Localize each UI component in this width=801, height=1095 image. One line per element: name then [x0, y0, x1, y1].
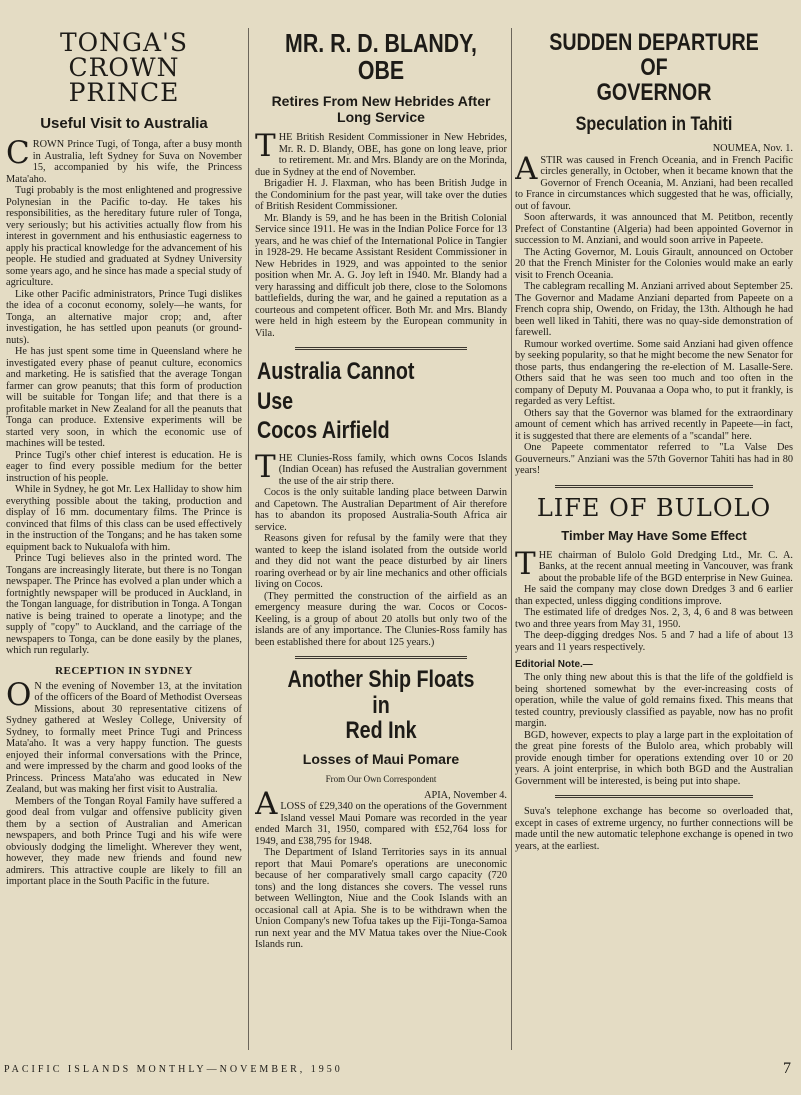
paragraph: The Department of Island Territories says in its annual report that Maui Pomare's operations are uneconomic because of her comparatively small cargo capacity (720 tons) and the long distances she covers. The vessel runs between Wellington, Niue and the Cook Islands with an occasional call at Apia. She is to be withdrawn when the Union Company's new Tofua takes up the Fiji-Tonga-Samoa run next year and the MV Matua takes over the Niue-Cook Islands run.	[255, 847, 507, 951]
headline-blandy: MR. R. D. BLANDY, OBE	[285, 30, 477, 86]
dropcap: A	[255, 785, 278, 822]
divider	[555, 485, 753, 488]
paragraph: Suva's telephone exchange has become so overloaded that, except in cases of extreme urgency, no further connections will be made until the new automatic telephone exchange is opened in two years, at the earliest.	[515, 806, 793, 852]
paragraph: Mr. Blandy is 59, and he has been in the British Colonial Service since 1911. He was in the Indian Police Force for 13 years, and he was chief of the International Police in Tangier in 1928-29. He became Assistant Resident Commissioner in New Hebrides in 1929, and was appointed to the senior position when Mr. A. G. Joy left in 1940. Mr. Blandy had a very harassing and difficult job there, close to the Solomons battlefields, during the war, and he gained a reputation as a courteous and competent officer. Both Mr. and Mrs. Blandy were held in high esteem by the European community in Vila.	[255, 212, 507, 339]
paragraph: The cablegram recalling M. Anziani arrived about September 25. The Governor and Madame Anziani departed from Papeete on a French copra ship, Owendo, on Friday, the 13th. Although he had been well liked in Tahiti, there was no quay-side demonstration of farewell.	[515, 281, 793, 339]
dropcap: A	[515, 150, 538, 187]
divider	[555, 795, 753, 798]
dropcap: T	[515, 545, 536, 582]
dropcap: T	[255, 448, 276, 485]
paragraph: Prince Tugi believes also in the printed word. The Tongans are increasingly literate, but there is no Tongan newspaper. The Prince has evolved a plan under which a fortnightly newspaper will be produced in Auckland, in the Tongan language, for distribution in Tonga. A Tongan native is being trained to operate a linotype; and the supply of "copy" to Auckland, and the carriage of the newspapers to Tonga, can be done easily by the planes, which run regularly.	[6, 553, 242, 656]
column-divider	[511, 28, 512, 1050]
dropcap: O	[6, 676, 32, 713]
divider	[295, 347, 467, 350]
page-footer	[4, 1060, 797, 1082]
dropcap: C	[6, 135, 30, 171]
paragraph: He has just spent some time in Queensland where he investigated every phase of peanut culture, economics and marketing. He is satisfied that the average Tongan farmer can grow peanuts; that this form of production will be suitable for Tongan life; and that there is a profitable market in New Zealand for all the peanuts that Tonga can produce. Extensive experiments will be started very soon, in which the economic use of machines will be tested.	[6, 346, 242, 449]
subhead-tonga: Useful Visit to Australia	[40, 115, 208, 132]
headline-bulolo: LIFE OF BULOLO	[536, 493, 772, 522]
subhead-blandy: Retires From New Hebrides After Long Service	[271, 92, 491, 126]
page-number: 7	[783, 1060, 791, 1077]
paragraph: HE chairman of Bulolo Gold Dredging Ltd., Mr. C. A. Banks, at the recent annual meeting in Vancouver, was frank about the probable life of the BGD enterprise in New Guinea.	[538, 549, 793, 584]
article-maui	[255, 785, 507, 951]
headline-line: Use	[257, 387, 294, 415]
headline-line: GOVERNOR	[596, 79, 712, 107]
dateline: NOUMEA, Nov. 1.	[712, 143, 793, 155]
article-tahiti	[515, 143, 793, 477]
headline-line: Red Ink	[345, 716, 417, 744]
paragraph: The deep-digging dredges Nos. 5 and 7 had a life of about 13 years and 11 years respectively.	[515, 630, 793, 653]
paragraph: Reasons given for refusal by the family were that they wanted to keep the island isolated from the outside world and they did not want the peace disturbed by air liners roaring overhead or by air line mechanics and other officials living on Cocos.	[255, 533, 507, 591]
article-suva-telephone	[515, 806, 793, 852]
paragraph: LOSS of £29,340 on the operations of the Government Island vessel Maui Pomare was recorded in the year ended March 31, 1950, compared with £52,764 loss for 1949, and £38,795 for 1948.	[255, 801, 507, 847]
paragraph: Rumour worked overtime. Some said Anziani had given offence by seeking popularity, so that he might become the new Senator for those parts, thus endangering the re-election of M. Lasalle-Sere. Others said that he was seen too much and too often in the company of Deputy M. Pouvanaa a Oopa who, to put it frankly, is regarded as very Leftist.	[515, 338, 793, 408]
paragraph: While in Sydney, he got Mr. Lex Halliday to show him everything possible about the taking, production and display of 16 mm. documentary films. The Prince is convinced that films of this class can be used effectively in the instruction of the Tongans; and he has taken some equipment back to Nukualofa with him.	[6, 484, 242, 553]
paragraph: The estimated life of dredges Nos. 2, 3, 4, 6 and 8 was between two and three years from May 31, 1950.	[515, 607, 793, 630]
editorial-note	[515, 672, 793, 787]
dateline: APIA, November 4.	[424, 789, 507, 801]
headline-line: Australia Cannot	[257, 358, 415, 386]
paragraph: Prince Tugi's other chief interest is education. He is eager to find every possible medium for the better instruction of his people.	[6, 449, 242, 484]
headline-line: Cocos Airfield	[257, 417, 390, 445]
column-divider	[248, 28, 249, 1050]
headline-tonga: TONGA'S CROWN PRINCE	[59, 30, 189, 107]
paragraph: Tugi probably is the most enlightened and progressive Polynesian in the Pacific to-day. He takes his responsibilities, as the hereditary future ruler of Tonga, very seriously; but his activities actually flow from his interest in government and his enthusiastic eagerness to apply his practical knowledge for the advancement of his people. He studied and graduated at Sydney University some years ago, and he since has made a special study of agriculture.	[6, 185, 242, 288]
paragraph: One Papeete commentator referred to "La Valse Des Gouverneurs." Anziani was the 57th Governor Tahiti has had in 80 years!	[515, 442, 793, 477]
column-tonga	[6, 30, 242, 1070]
editorial-note-heading: Editorial Note.—	[515, 659, 593, 670]
paragraph: The only thing new about this is that the life of the goldfield is being shortened somewhat by the ever-increasing costs of operation, while the value of gold remains fixed. This means that tested country, previously classified as payable, now has no profit margin.	[515, 672, 793, 729]
subhead-bulolo: Timber May Have Some Effect	[561, 527, 747, 543]
paragraph: The Acting Governor, M. Louis Girault, announced on October 20 that the French Minister for the Colonies would make an early visit to French Oceania.	[515, 246, 793, 281]
headline-tahiti	[515, 30, 793, 106]
paragraph: HE British Resident Commissioner in New Hebrides, Mr. R. D. Blandy, OBE, has gone on long leave, prior to retirement. Mr. and Mrs. Blandy are on the Morinda, due in Sydney at the end of November.	[255, 132, 507, 178]
headline-line: Another Ship Floats in	[287, 666, 475, 719]
publication-footer: PACIFIC ISLANDS MONTHLY—NOVEMBER, 1950	[4, 1064, 343, 1075]
paragraph: ROWN Prince Tugi, of Tonga, after a busy month in Australia, left Sydney for Suva on November 15, accompanied by his wife, the Princess Mata'aho.	[6, 139, 242, 185]
paragraph: Members of the Tongan Royal Family have suffered a good deal from vulgar and offensive publicity given them by a section of Australian and American newspapers, and both Prince Tugi and his wife were obviously dodging the limelight. Wherever they went, however, they made new friends and found new admirers. This attractive couple are likely to fill an important place in the South Pacific in the future.	[6, 795, 242, 887]
section-heading-reception: RECEPTION IN SYDNEY	[55, 664, 193, 677]
article-cocos	[255, 448, 507, 649]
article-reception	[6, 676, 242, 888]
subhead-tahiti: Speculation in Tahiti	[575, 113, 733, 135]
column-tahiti	[515, 30, 793, 1070]
paragraph: Like other Pacific administrators, Prince Tugi dislikes the idea of a coconut economy, solely—he wants, for Tonga, an alternative major crop; and, after investigation, he has settled upon peanuts (or ground-nuts).	[6, 288, 242, 346]
divider	[295, 656, 467, 659]
headline-cocos	[255, 358, 507, 445]
byline: From Our Own Correspondent	[325, 773, 437, 784]
column-blandy	[255, 30, 507, 1070]
paragraph: Brigadier H. J. Flaxman, who has been British Judge in the Condominium for the past year, will take over the duties of British Resident Commissioner.	[255, 178, 507, 213]
article-bulolo	[515, 545, 793, 654]
paragraph: N the evening of November 13, at the invitation of the officers of the Board of Methodist Overseas Missions, about 30 representative citizens of Sydney gathered at Wesley College, University of Sydney, to formally meet Prince Tugi and Princess Mata'aho. It was a very happy function. The guests enjoyed their informal conversations with the Prince, and were impressed by the charm and good looks of the Princess. Princess Mata'aho was educated in New Zealand, but was making her first visit to Australia.	[6, 680, 242, 795]
paragraph: He said the company may close down Dredges 3 and 6 earlier than expected, unless digging conditions improve.	[515, 584, 793, 607]
article-blandy	[255, 128, 507, 339]
paragraph: (They permitted the construction of the airfield as an emergency measure during the war. Cocos or Cocos-Keeling, is a group of about 20 atolls but only two of the islands are of any importance. The Clunies-Ross family has been established there for about 125 years.)	[255, 590, 507, 648]
headline-line: SUDDEN DEPARTURE OF	[549, 30, 759, 82]
paragraph: BGD, however, expects to play a large part in the exploitation of the great pine forests of the Bulolo area, which probably will provide enough timber for operations extending over 10 or 20 years. A joint enterprise, in which both BGD and the Australian Government will be interested, is being put into shape.	[515, 729, 793, 787]
paragraph: Others say that the Governor was blamed for the extraordinary amount of cement which has arrived recently in Papeete—in fact, it is suggested that there are elements of a "scandal" here.	[515, 407, 793, 442]
headline-maui	[255, 667, 507, 743]
paragraph: Soon afterwards, it was announced that M. Petitbon, recently Prefect of Constantine (Algeria) had been appointed Governor in succession to M. Anziani, and would soon arrive in Papeete.	[515, 212, 793, 247]
subhead-maui: Losses of Maui Pomare	[302, 751, 460, 768]
paragraph: HE Clunies-Ross family, which owns Cocos Islands (Indian Ocean) has refused the Australian government the use of the air strip there.	[278, 452, 507, 487]
paragraph: Cocos is the only suitable landing place between Darwin and Capetown. The Australian Department of Air therefore has to abandon its proposed Australia-South Africa air service.	[255, 487, 507, 533]
paragraph: STIR was caused in French Oceania, and in French Pacific circles generally, in October, when it became known that the Governor of French Oceania, M. Anziani, had been recalled to France in circumstances which suggested that he was, officially, out of favour.	[515, 154, 793, 212]
dropcap: T	[255, 128, 276, 165]
article-tonga	[6, 135, 242, 657]
